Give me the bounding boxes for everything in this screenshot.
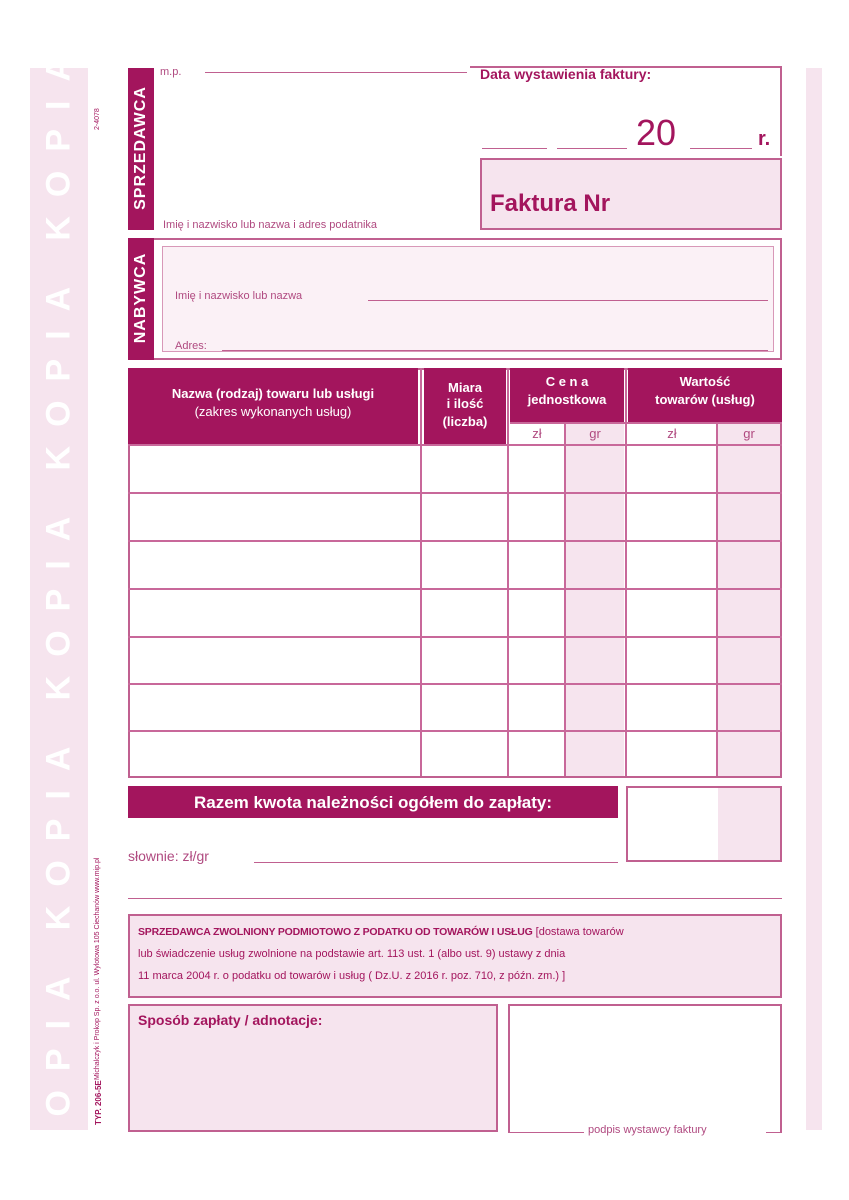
payment-label: Sposób zapłaty / adnotacje: [138,1012,323,1028]
buyer-address-caption: Adres: [175,340,207,352]
table-row[interactable] [128,444,782,446]
total-gr-cell [718,788,780,860]
value-gr-column [718,422,780,776]
form-code: TYP. 206-5E [94,1080,103,1125]
col-divider-3 [564,422,566,776]
col-divider-5 [716,422,718,776]
total-label: Razem kwota należności ogółem do zapłaty: [193,793,553,812]
table-row[interactable] [128,588,782,590]
header-price: C e n a jednostkowa [510,368,624,422]
total-label-bar [128,786,618,818]
seller-label: SPRZEDAWCA [132,86,149,210]
seller-caption: Imię i nazwisko lub nazwa i adres podatnika [163,219,378,231]
buyer-label-bar [128,238,154,360]
separator-line [128,898,782,899]
table-row[interactable] [128,492,782,494]
exemption-text-3: 11 marca 2004 r. o podatku od towarów i usług ( Dz.U. z 2016 r. poz. 710, z późn. zm.) ] [138,970,566,982]
date-suffix: r. [758,128,771,150]
date-label: Data wystawienia faktury: [480,66,652,82]
buyer-address-line [222,350,768,351]
table-row[interactable] [128,730,782,732]
table-row[interactable] [128,683,782,685]
header-value: Wartość towarów (usług) [628,368,782,422]
col-divider-4 [625,368,627,776]
header-price-zl: zł [532,426,542,441]
table-row[interactable] [128,540,782,542]
signature-box[interactable] [508,1004,782,1132]
exemption-heading: SPRZEDAWCA ZWOLNIONY PODMIOTOWO Z PODATKU OD TOWARÓW I USŁUG [138,926,533,938]
date-month-line[interactable] [557,148,627,149]
header-value-zl: zł [667,426,677,441]
header-price-gr: gr [589,426,601,441]
table-row[interactable] [128,636,782,638]
header-qty: Miara i ilość (liczba) [424,368,506,444]
seller-label-bar [128,68,154,230]
header-name: Nazwa (rodzaj) towaru lub usługi (zakres wykonanych usług) [128,368,418,444]
exemption-text-1: [dostawa towarów [535,926,624,938]
date-year-line[interactable] [690,148,752,149]
signature-caption: podpis wystawcy faktury [588,1124,707,1136]
payment-box[interactable] [128,1004,498,1132]
invoice-number-box[interactable] [480,158,782,230]
exemption-text-2: lub świadczenie usług zwolnione na podstawie art. 113 ust. 1 (albo ust. 9) ustawy z dnia [138,948,566,960]
date-year-prefix: 20 [636,112,677,153]
buyer-name-line [368,300,768,301]
invoice-title: Faktura Nr [490,190,611,217]
price-gr-column [566,422,624,776]
exemption-box [128,914,782,998]
col-divider-1 [420,368,422,776]
kopia-watermark: KOPIA KOPIA KOPIA KOPIA KOPIA [39,37,78,1161]
seller-top-line [205,72,467,73]
header-subline [510,422,782,424]
buyer-name-caption: Imię i nazwisko lub nazwa [175,290,303,302]
publisher-info: Michalczyk i Prokop Sp. z o.o. ul. Wylotowa 105 Ciechanów www.mip.pl [94,857,101,1080]
col-divider-2 [507,368,509,776]
right-strip [806,68,822,1130]
buyer-label: NABYWCA [132,252,149,344]
total-words-line[interactable] [254,862,618,863]
signature-line-right [766,1132,782,1133]
small-code: 2-4078 [94,108,101,130]
mp-label: m.p. [160,66,182,78]
signature-line-left [508,1132,584,1133]
header-value-gr: gr [743,426,755,441]
date-day-line[interactable] [482,148,547,149]
total-words-label: słownie: zł/gr [128,848,209,864]
